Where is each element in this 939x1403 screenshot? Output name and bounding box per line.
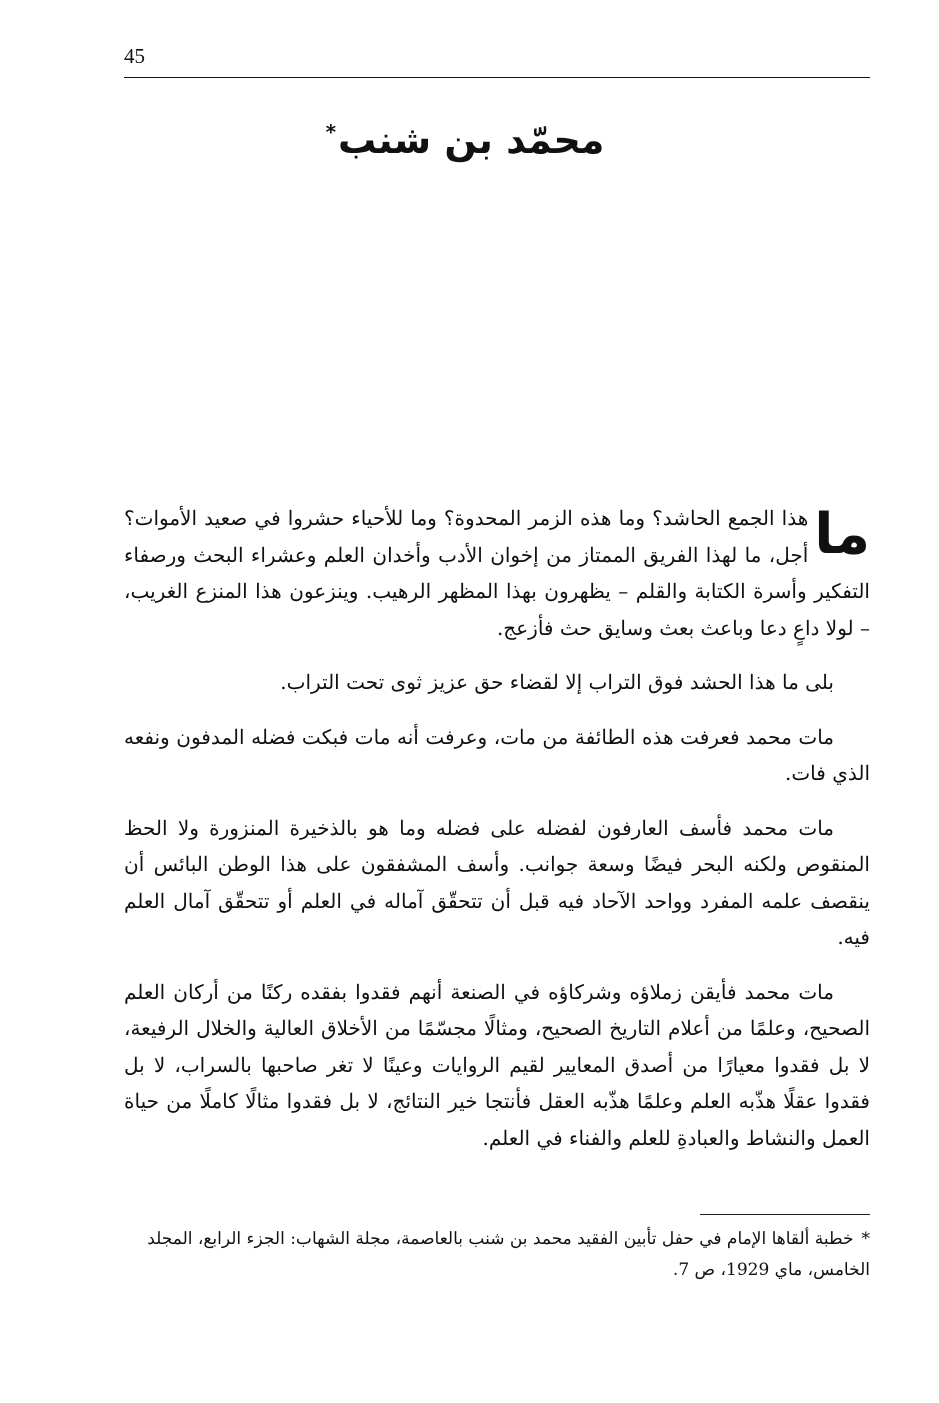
footnote-rule [700, 1214, 870, 1215]
footnote [124, 1224, 870, 1286]
title-text: محمّد بن شنب [338, 118, 605, 162]
dropcap: ما [814, 502, 870, 567]
page-number: 45 [124, 44, 145, 68]
header-rule [124, 77, 870, 78]
paragraph-4: مات محمد فأسف العارفون لفضله على فضله وما هو بالذخيرة المنزورة ولا الحظ المنقوص ولكنه البحر فيضًا وسعة جوانب. وأسف المشفقون على هذا الوطن البائس أن ينقصف علمه المفرد وواحد الآحاد فيه قبل أن تتحقّق آماله في العلم أو تتحقّق آمال العلم فيه. [124, 815, 870, 949]
paragraph-1-text: هذا الجمع الحاشد؟ وما هذه الزمر المحدوة؟ وما للأحياء حشروا في صعيد الأموات؟ أجل، ما لهذا الفريق الممتاز من إخوان الأدب وأخدان العلم وعشراء البحث ورصفاء التفكير وأسرة الكتابة والقلم – يظهرون بهذا المظهر الرهيب. وينزعون هذا المنزع الغريب، – لولا داعٍ دعا وباعث بعث وسايق حث فأزعج. [124, 506, 870, 640]
article-body [124, 500, 870, 1174]
paragraph-5: مات محمد فأيقن زملاؤه وشركاؤه في الصنعة أنهم فقدوا بفقده ركنًا من أركان العلم الصحيح، وعلمًا من أعلام التاريخ الصحيح، ومثالًا مجسّمًا من الأخلاق العالية والخلال الرفيعة، لا بل فقدوا معيارًا من أصدق المعايير لقيم الروايات وعينًا لا تغر صاحبها بالسراب، لا بل فقدوا عقلًا هذّبه العلم وعلمًا هذّبه العقل فأنتجا خير النتائج، لا بل فقدوا مثالًا كاملًا من حياة العمل والنشاط والعبادةِ للعلم والفناء في العلم. [124, 979, 870, 1150]
footnote-marker: * [861, 1229, 870, 1249]
footnote-text: خطبة ألقاها الإمام في حفل تأبين الفقيد محمد بن شنب بالعاصمة، مجلة الشهاب: الجزء الرابع، المجلد الخامس، ماي 1929، ص 7. [147, 1229, 870, 1280]
paragraph-3: مات محمد فعرفت هذه الطائفة من مات، وعرفت أنه مات فبكت فضله المدفون ونفعه الذي فات. [124, 724, 870, 785]
paragraph-2: بلى ما هذا الحشد فوق التراب إلا لقضاء حق عزيز ثوى تحت التراب. [280, 670, 834, 694]
page-title [300, 118, 630, 164]
paragraph-1 [124, 500, 870, 646]
title-footnote-marker: * [325, 120, 337, 145]
